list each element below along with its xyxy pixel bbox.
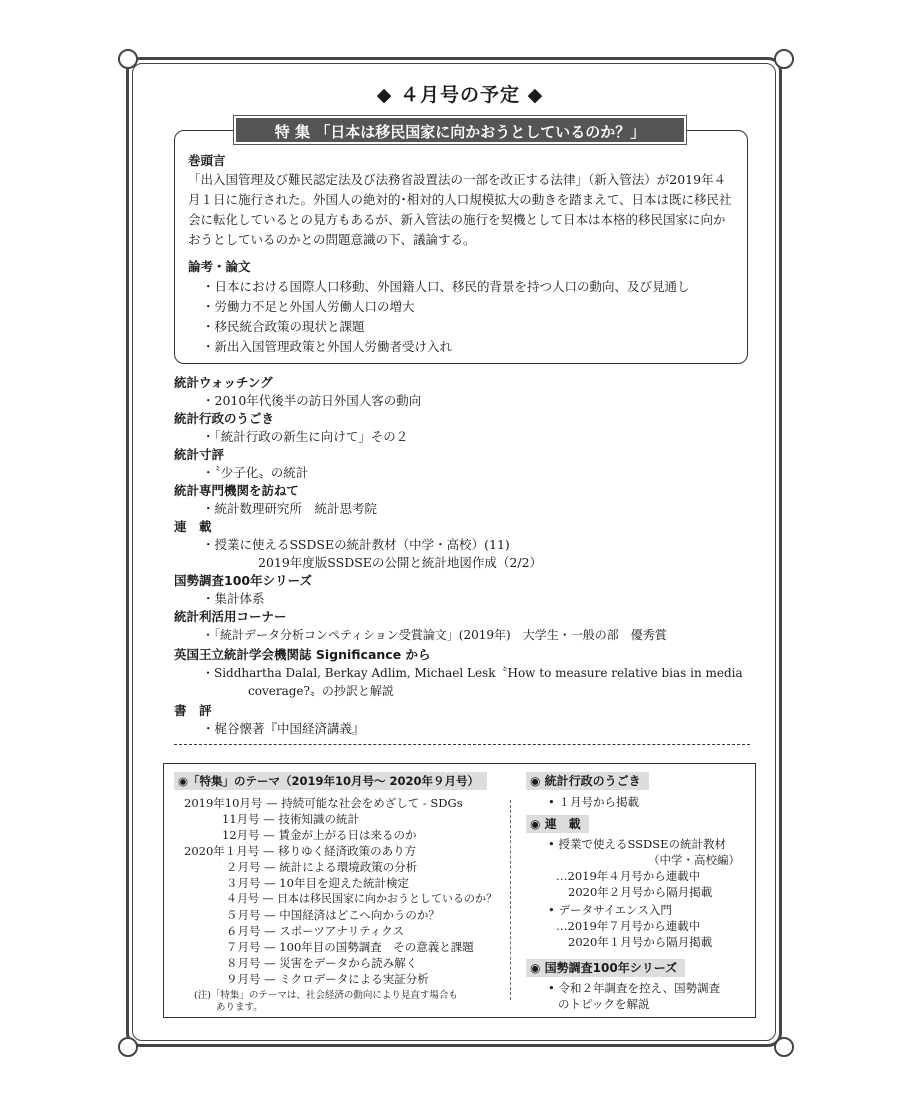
theme-item: ８月号 — 災害をデータから読み解く <box>226 956 418 970</box>
ronko-item: ・移民統合政策の現状と課題 <box>202 319 365 334</box>
rensai-line: （中学・高校編） <box>648 853 740 867</box>
theme-item: 2019年10月号 — 持続可能な社会をめざして - SDGs <box>184 796 463 810</box>
feature-banner: 特 集 「日本は移民国家に向かおうとしているのか？」 <box>234 116 686 144</box>
section-line: ・授業に使えるSSDSEの統計教材（中学・高校）(11) <box>202 537 510 552</box>
section-line: ・「統計データ分析コンペティション受賞論文」(2019年) 大学生・一般の部 優秀賞 <box>202 628 667 642</box>
section-line: ・統計数理研究所 統計思考院 <box>202 501 378 516</box>
rensai-tag: ◉ 連 載 <box>526 815 589 833</box>
themes-tag: ◉「特集」のテーマ（2019年10月号～ 2020年９月号） <box>174 772 487 790</box>
section-heading: 統計ウォッチング <box>174 375 273 390</box>
dashed-divider <box>174 744 750 745</box>
section-heading: 統計利活用コーナー <box>174 609 287 624</box>
section-line: ・2010年代後半の訪日外国人客の動向 <box>202 393 422 408</box>
kantogen-heading: 巻頭言 <box>188 153 226 168</box>
section-line: coverage?〟の抄訳と解説 <box>248 684 394 698</box>
ronko-heading: 論考・論文 <box>188 259 251 274</box>
theme-item: ３月号 — 10年目を迎えた統計検定 <box>226 876 409 890</box>
kokusei-tag: ◉ 国勢調査100年シリーズ <box>526 959 685 977</box>
rensai-line: • 授業で使えるSSDSEの統計教材 <box>548 837 726 851</box>
theme-item: 12月号 — 賃金が上がる日は来るのか <box>222 828 417 842</box>
theme-item: ５月号 — 中国経済はどこへ向かうのか？ <box>226 908 440 922</box>
rensai-line: …2019年７月号から連載中 <box>556 919 701 933</box>
frame-corner-ornament <box>118 49 138 69</box>
section-heading: 連 載 <box>174 519 212 534</box>
themes-note: あります。 <box>216 1002 263 1013</box>
gyosei-line: • １月号から掲載 <box>548 795 639 809</box>
frame-corner-ornament <box>774 1037 794 1057</box>
themes-note: (注)「特集」のテーマは、社会経済の動向により見直す場合も <box>194 990 458 1001</box>
kokusei-line: • 令和２年調査を控え、国勢調査 <box>548 981 721 995</box>
section-heading: 統計専門機関を訪ねて <box>174 483 299 498</box>
ronko-item: ・日本における国際人口移動、外国籍人口、移民的背景を持つ人口の動向、及び見通し <box>202 279 690 294</box>
section-heading: 英国王立統計学会機関誌 Significance から <box>174 647 431 662</box>
kokusei-line: のトピックを解説 <box>558 997 650 1011</box>
section-line: ・Siddhartha Dalal, Berkay Adlim, Michael Lesk〝How to measure relative bias in media <box>202 666 743 680</box>
ronko-item: ・労働力不足と外国人労働人口の増大 <box>202 299 415 314</box>
frame-corner-ornament <box>774 49 794 69</box>
section-line: ・梶谷懐著『中国経済講義』 <box>202 721 365 736</box>
gyosei-tag: ◉ 統計行政のうごき <box>526 772 649 790</box>
section-line: ・集計体系 <box>202 591 265 606</box>
theme-item: 11月号 — 技術知識の統計 <box>222 812 359 826</box>
theme-item: ７月号 — 100年目の国勢調査 その意義と課題 <box>226 940 474 954</box>
section-heading: 統計寸評 <box>174 447 225 462</box>
theme-item: 2020年１月号 — 移りゆく経済政策のあり方 <box>184 844 417 858</box>
theme-item: ２月号 — 統計による環境政策の分析 <box>226 860 418 874</box>
theme-item: ４月号 — 日本は移民国家に向かおうとしているのか？ <box>226 892 497 905</box>
theme-item: ９月号 — ミクロデータによる実証分析 <box>226 972 429 986</box>
rensai-line: 2020年１月号から隔月掲載 <box>568 935 713 949</box>
rensai-line: …2019年４月号から連載中 <box>556 869 701 883</box>
section-heading: 書 評 <box>174 703 212 718</box>
section-line: ・「統計行政の新生に向けて」その２ <box>202 429 409 444</box>
section-heading: 国勢調査100年シリーズ <box>174 573 312 588</box>
section-line: 2019年度版SSDSEの公開と統計地図作成（2/2） <box>258 555 543 570</box>
frame-corner-ornament <box>118 1037 138 1057</box>
rensai-line: • データサイエンス入門 <box>548 903 672 917</box>
column-divider <box>510 800 511 1000</box>
kantogen-paragraph: 「出入国管理及び難民認定法及び法務省設置法の一部を改正する法律」（新入管法）が2019年４月１日に施行された。外国人の絶対的･相対的人口規模拡大の動きを踏まえて、日本は既に移民社会に転化しているとの見方もあるが、新入管法の施行を契機として日本は本格的移民国家に向かおうとしているのかとの問題意識の下、議論する。 <box>188 172 732 247</box>
rensai-line: 2020年２月号から隔月掲載 <box>568 885 713 899</box>
ronko-item: ・新出入国管理政策と外国人労働者受け入れ <box>202 339 453 354</box>
page-title: ◆ ４月号の予定 ◆ <box>376 84 544 106</box>
section-line: ・〝少子化〟の統計 <box>202 465 309 480</box>
section-heading: 統計行政のうごき <box>174 411 275 426</box>
theme-item: ６月号 — スポーツアナリティクス <box>226 924 405 938</box>
